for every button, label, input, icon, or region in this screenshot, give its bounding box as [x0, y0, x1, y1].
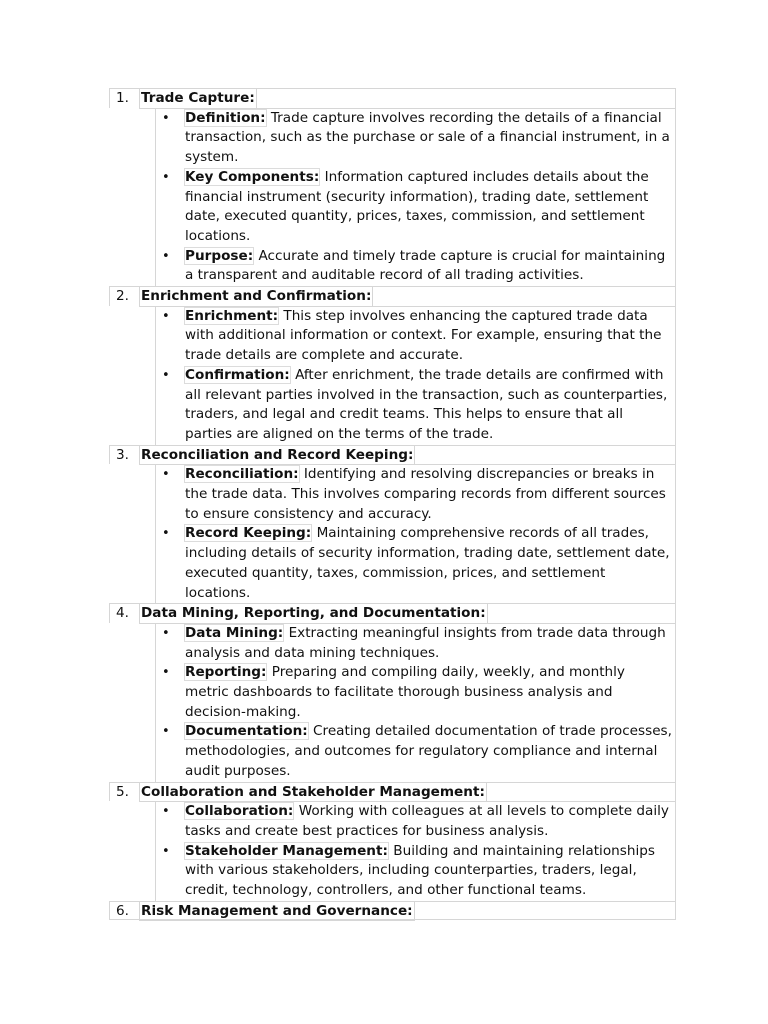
section-trade-capture — [109, 88, 676, 286]
item-text: Information captured includes details about the financial instrument (security information), trading date, settlement date, executed quantity, prices, taxes, commission, and settlement locations. — [185, 168, 649, 244]
item-text: Working with colleagues at all levels to complete daily tasks and create best practices for business analysis. — [185, 803, 669, 839]
section-heading — [109, 782, 676, 802]
list-item — [156, 524, 675, 603]
item-term: Reporting: — [185, 664, 267, 681]
bullet-icon: • — [162, 248, 170, 264]
bullet-icon: • — [162, 625, 170, 641]
section-title: Trade Capture: — [139, 88, 257, 109]
item-text: After enrichment, the trade details are confirmed with all relevant parties involved in the transaction, such as counterparties, traders, and legal and credit teams. This helps to ensure that all parties are aligned on the terms of the trade. — [185, 366, 668, 442]
item-term: Record Keeping: — [185, 525, 312, 542]
bullet-list — [155, 108, 676, 286]
bullet-list — [155, 464, 676, 603]
bullet-icon: • — [162, 367, 170, 383]
list-item — [156, 366, 675, 445]
item-text: Creating detailed documentation of trade processes, methodologies, and outcomes for regulatory compliance and internal audit purposes. — [185, 723, 672, 779]
bullet-icon: • — [162, 724, 170, 740]
section-heading — [109, 88, 676, 108]
item-term: Data Mining: — [185, 624, 284, 641]
section-heading — [109, 901, 676, 921]
item-term: Stakeholder Management: — [185, 842, 388, 859]
item-text: Extracting meaningful insights from trade data through analysis and data mining techniques. — [185, 624, 666, 661]
item-term: Purpose: — [185, 247, 254, 264]
list-item — [156, 663, 675, 722]
bullet-icon: • — [162, 804, 170, 820]
section-risk-management — [109, 901, 676, 921]
section-number: 3. — [116, 446, 129, 463]
section-title: Risk Management and Governance: — [139, 901, 415, 922]
bullet-list — [155, 623, 676, 782]
section-number: 1. — [116, 90, 129, 106]
item-term: Key Components: — [185, 168, 320, 185]
list-item — [156, 722, 675, 781]
section-number: 4. — [116, 605, 129, 622]
item-term: Enrichment: — [185, 307, 279, 324]
section-enrichment-confirmation — [109, 286, 676, 445]
section-heading — [109, 445, 676, 465]
item-text: Preparing and compiling daily, weekly, and monthly metric dashboards to facilitate thorough business analysis and decision-making. — [185, 664, 625, 720]
bullet-list — [155, 801, 676, 901]
bullet-icon: • — [162, 843, 170, 859]
section-title: Enrichment and Confirmation: — [139, 286, 373, 307]
bullet-icon: • — [162, 308, 170, 324]
list-item — [156, 109, 675, 168]
item-text: Trade capture involves recording the details of a financial transaction, such as the purchase or sale of a financial instrument, in a system. — [185, 109, 670, 166]
bullet-icon: • — [162, 526, 170, 542]
section-reconciliation — [109, 445, 676, 604]
bullet-icon: • — [162, 169, 170, 185]
item-term: Confirmation: — [185, 366, 290, 383]
item-term: Documentation: — [185, 723, 308, 740]
item-term: Reconciliation: — [185, 466, 299, 483]
list-item — [156, 624, 675, 663]
list-item — [156, 307, 675, 366]
section-collaboration — [109, 782, 676, 901]
list-item — [156, 842, 675, 901]
document-body — [109, 88, 676, 920]
item-text: Identifying and resolving discrepancies or breaks in the trade data. This involves comparing records from different sources to ensure consistency and accuracy. — [185, 466, 666, 522]
bullet-list — [155, 306, 676, 445]
item-term: Definition: — [185, 109, 266, 126]
section-title: Reconciliation and Record Keeping: — [139, 445, 415, 466]
list-item — [156, 802, 675, 841]
list-item — [156, 168, 675, 247]
section-data-mining — [109, 603, 676, 781]
bullet-icon: • — [162, 665, 170, 681]
section-title: Data Mining, Reporting, and Documentation: — [139, 603, 488, 624]
section-number: 5. — [116, 783, 129, 800]
item-text: Building and maintaining relationships with various stakeholders, including counterparties, traders, legal, credit, technology, controllers, and other functional teams. — [185, 842, 655, 899]
section-number: 6. — [116, 902, 129, 919]
section-number: 2. — [116, 288, 129, 305]
item-text: Maintaining comprehensive records of all trades, including details of security information, trading date, settlement date, executed quantity, taxes, commission, prices, and settlement locations. — [185, 525, 670, 601]
section-heading — [109, 286, 676, 306]
list-item — [156, 247, 675, 286]
item-text: Accurate and timely trade capture is crucial for maintaining a transparent and auditable record of all trading activities. — [185, 247, 666, 284]
section-heading — [109, 603, 676, 623]
item-term: Collaboration: — [185, 803, 294, 820]
item-text: This step involves enhancing the captured trade data with additional information or context. For example, ensuring that the trade details are complete and accurate. — [185, 307, 662, 364]
bullet-icon: • — [162, 110, 170, 126]
section-title: Collaboration and Stakeholder Management: — [139, 782, 487, 803]
list-item — [156, 465, 675, 524]
bullet-icon: • — [162, 467, 170, 483]
